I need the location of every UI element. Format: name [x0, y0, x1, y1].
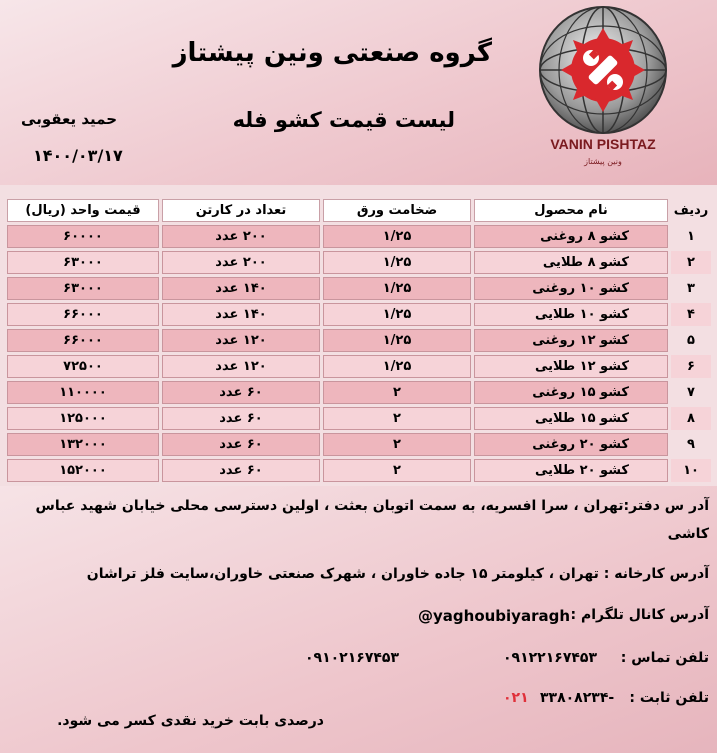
date: ۱۴۰۰/۰۳/۱۷ [33, 146, 123, 165]
product-name: کشو ۱۲ روغنی [474, 329, 668, 352]
price-table [4, 196, 714, 485]
person-name: حمید یعقوبی [21, 110, 117, 128]
discount-note: درصدی بابت خرید نقدی کسر می شود. [57, 713, 324, 729]
product-name: کشو ۱۲ طلایی [474, 355, 668, 378]
sheet-thickness: ۱/۲۵ [323, 277, 471, 300]
row-number: ۹ [687, 437, 695, 452]
row-number: ۸ [671, 407, 711, 430]
col-header-count: تعداد در کارتن [162, 199, 320, 222]
col-header-product: نام محصول [474, 199, 668, 222]
product-name: کشو ۱۰ روغنی [474, 277, 668, 300]
carton-count: ۱۲۰ عدد [162, 355, 320, 378]
landline-area-code: ۰۲۱ [503, 690, 529, 706]
table-row [7, 251, 711, 274]
sheet-thickness: ۲ [323, 459, 471, 482]
table-row [7, 407, 711, 430]
office-address-line1: آدر س دفتر:تهران ، سرا افسریه، به سمت اتوبان بعثت ، اولین دسترسی محلی خیابان شهید عباس [35, 498, 709, 514]
row-number: ۲ [671, 251, 711, 274]
carton-count: ۶۰ عدد [162, 459, 320, 482]
list-title: لیست قیمت کشو فله [232, 108, 455, 132]
product-name: کشو ۱۵ طلایی [474, 407, 668, 430]
unit-price: ۱۵۲۰۰۰ [7, 459, 159, 482]
row-number: ۱۰ [671, 459, 711, 482]
table-row [7, 355, 711, 378]
table-row [7, 459, 711, 482]
unit-price: ۱۱۰۰۰۰ [7, 381, 159, 404]
sheet-thickness: ۱/۲۵ [323, 329, 471, 352]
phone-number-2[interactable]: ۰۹۱۰۲۱۶۷۴۵۳ [305, 650, 399, 666]
table-row [7, 381, 711, 404]
table-row [7, 433, 711, 456]
telegram-handle[interactable]: @yaghoubiyaragh [418, 607, 571, 625]
carton-count: ۲۰۰ عدد [162, 225, 320, 248]
table-row [7, 277, 711, 300]
logo-text: VANIN PISHTAZ [550, 136, 656, 152]
unit-price: ۶۰۰۰۰ [7, 225, 159, 248]
company-name: گروه صنعتی ونین پیشتاز [172, 38, 492, 68]
unit-price: ۱۳۲۰۰۰ [7, 433, 159, 456]
carton-count: ۱۴۰ عدد [162, 303, 320, 326]
sheet-thickness: ۱/۲۵ [323, 225, 471, 248]
carton-count: ۱۴۰ عدد [162, 277, 320, 300]
sheet-thickness: ۱/۲۵ [323, 303, 471, 326]
logo-emblem-icon [527, 4, 679, 180]
row-number: ۶ [671, 355, 711, 378]
product-name: کشو ۱۵ روغنی [474, 381, 668, 404]
row-number: ۳ [687, 281, 695, 296]
logo-subtext: ونین پیشتاز [584, 157, 622, 166]
row-number: ۷ [687, 385, 695, 400]
carton-count: ۱۲۰ عدد [162, 329, 320, 352]
table-row [7, 303, 711, 326]
product-name: کشو ۸ طلایی [474, 251, 668, 274]
carton-count: ۶۰ عدد [162, 433, 320, 456]
telegram-label: آدرس کانال تلگرام : [570, 607, 709, 623]
sheet-thickness: ۲ [323, 381, 471, 404]
carton-count: ۶۰ عدد [162, 381, 320, 404]
office-address-line2: کاشی [667, 526, 709, 542]
row-number: ۴ [671, 303, 711, 326]
unit-price: ۷۲۵۰۰ [7, 355, 159, 378]
unit-price: ۶۳۰۰۰ [7, 277, 159, 300]
row-number: ۱ [687, 229, 695, 244]
sheet-thickness: ۲ [323, 433, 471, 456]
row-number: ۵ [687, 333, 695, 348]
col-header-row-number: ردیف [673, 203, 709, 218]
table-header-row [7, 199, 711, 222]
phone-number-1[interactable]: ۰۹۱۲۲۱۶۷۴۵۳ [503, 650, 597, 666]
product-name: کشو ۲۰ طلایی [474, 459, 668, 482]
sheet-thickness: ۱/۲۵ [323, 251, 471, 274]
factory-address: آدرس کارخانه : تهران ، کیلومتر ۱۵ جاده خاوران ، شهرک صنعتی خاوران،سایت فلز تراشان [86, 566, 709, 582]
unit-price: ۶۶۰۰۰ [7, 303, 159, 326]
unit-price: ۶۶۰۰۰ [7, 329, 159, 352]
table-row [7, 225, 711, 248]
landline-number[interactable]: ۳۳۸۰۸۲۳۴- [540, 690, 615, 706]
unit-price: ۶۳۰۰۰ [7, 251, 159, 274]
sheet-thickness: ۱/۲۵ [323, 355, 471, 378]
unit-price: ۱۲۵۰۰۰ [7, 407, 159, 430]
carton-count: ۶۰ عدد [162, 407, 320, 430]
col-header-price: قیمت واحد (ریال) [7, 199, 159, 222]
phone-label: تلفن تماس : [620, 650, 709, 666]
company-logo [527, 4, 679, 180]
carton-count: ۲۰۰ عدد [162, 251, 320, 274]
sheet-thickness: ۲ [323, 407, 471, 430]
product-name: کشو ۸ روغنی [474, 225, 668, 248]
landline-label: تلفن ثابت : [629, 690, 709, 706]
product-name: کشو ۱۰ طلایی [474, 303, 668, 326]
table-row [7, 329, 711, 352]
col-header-thickness: ضخامت ورق [323, 199, 471, 222]
product-name: کشو ۲۰ روغنی [474, 433, 668, 456]
